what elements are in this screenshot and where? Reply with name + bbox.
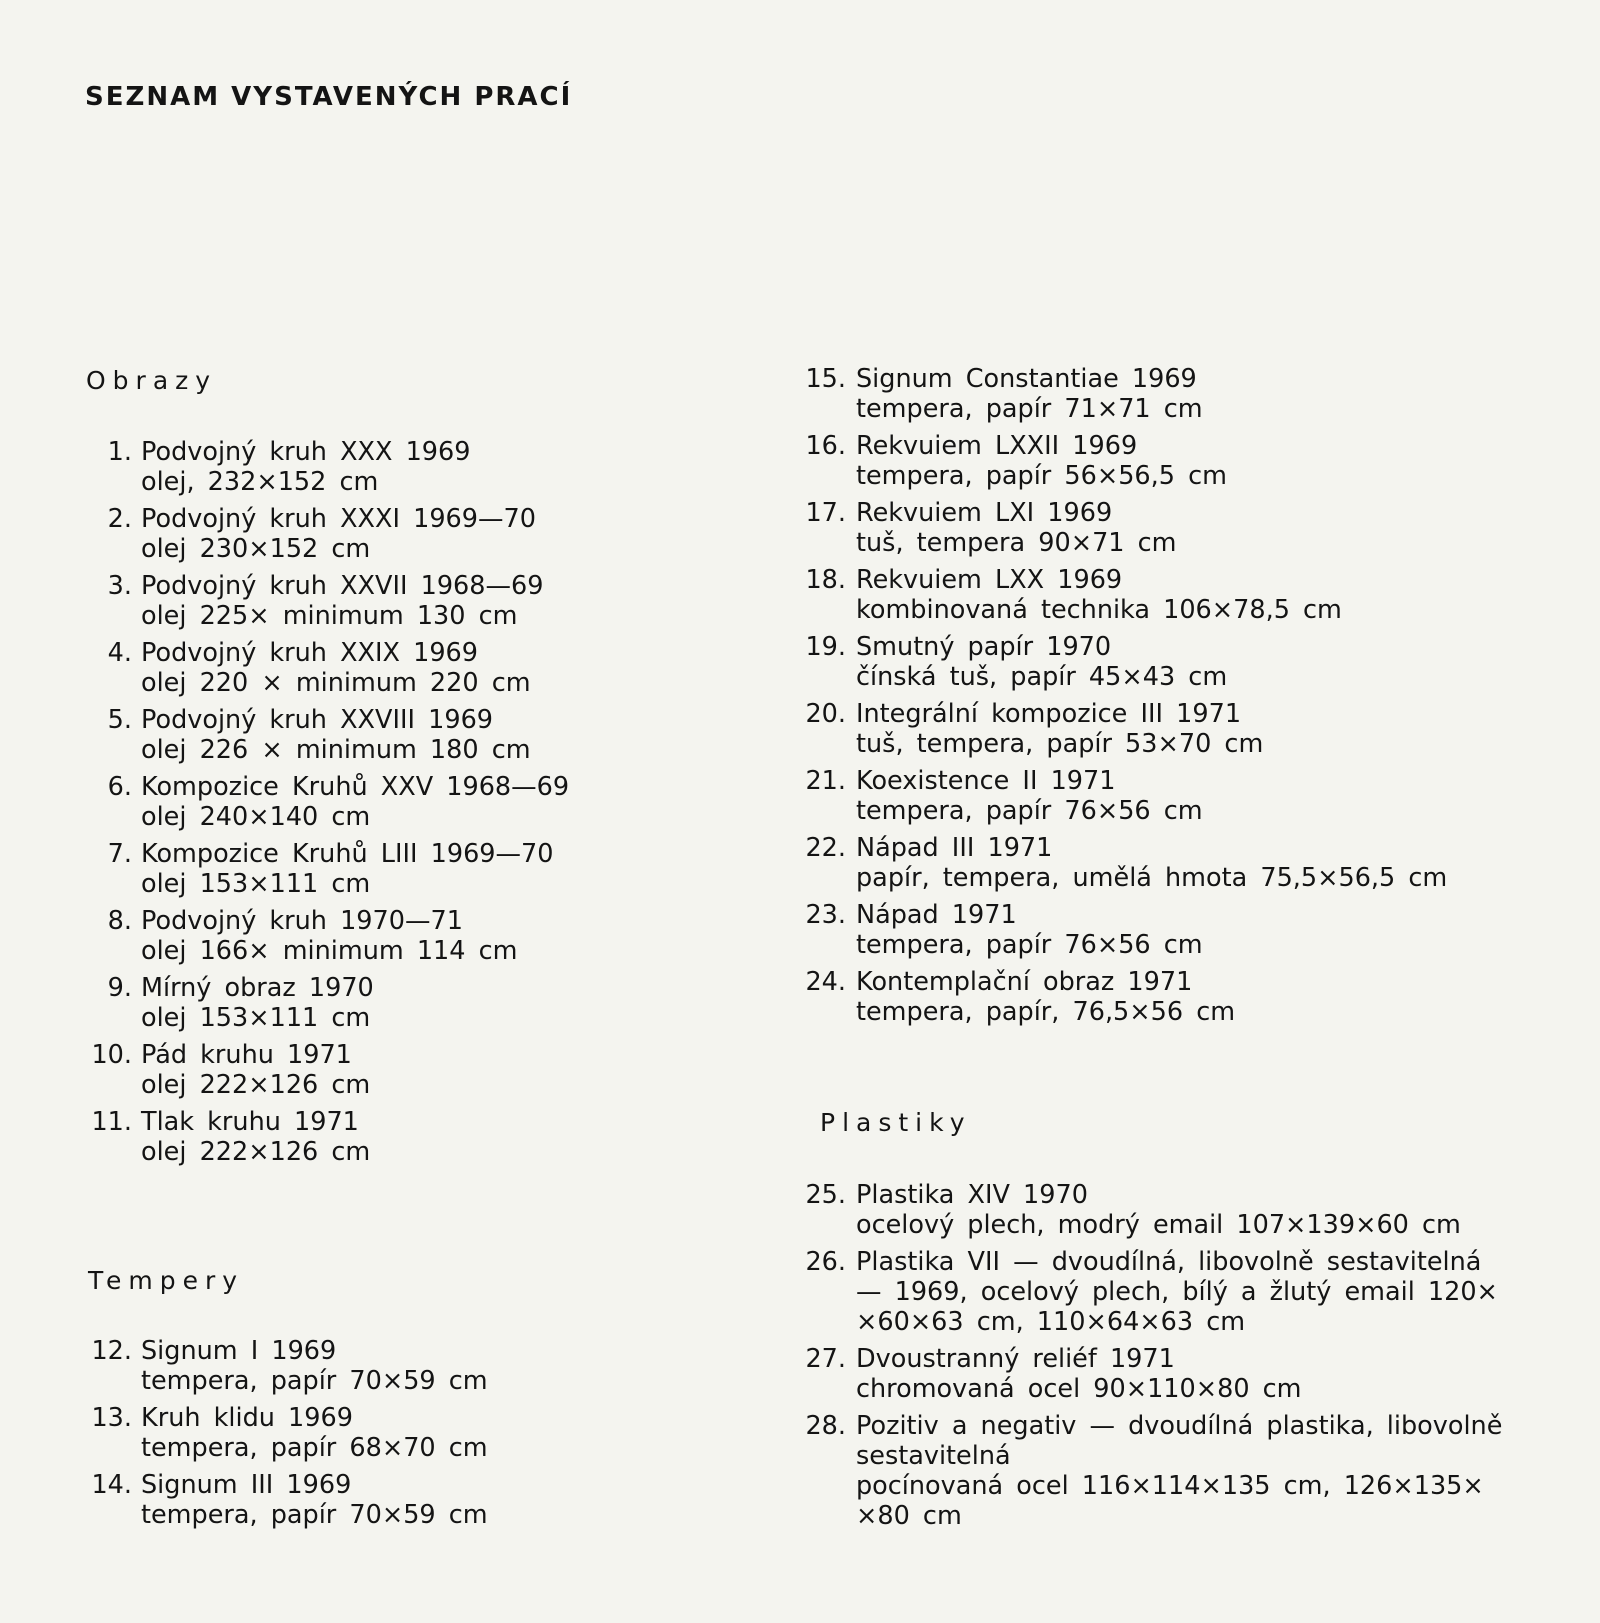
entry-title: Nápad III 1971 — [856, 833, 1053, 863]
entry-details: — 1969, ocelový plech, bílý a žlutý email 120× — [856, 1277, 1498, 1307]
entry-details: olej 166× minimum 114 cm — [141, 936, 518, 966]
entry-details: chromovaná ocel 90×110×80 cm — [856, 1374, 1302, 1404]
entry-details: tempera, papír 70×59 cm — [141, 1366, 488, 1396]
catalog-entry — [86, 504, 706, 564]
entry-number: 16. — [805, 431, 846, 461]
entry-number: 11. — [91, 1107, 132, 1137]
entry-details: tempera, papír 70×59 cm — [141, 1500, 488, 1530]
entry-number: 14. — [91, 1470, 132, 1500]
catalog-entry — [86, 437, 706, 497]
works-list-plastiky — [800, 1180, 1520, 1538]
entry-title: Mírný obraz 1970 — [141, 973, 374, 1003]
entry-details: tempera, papír 76×56 cm — [856, 796, 1203, 826]
entry-details: čínská tuš, papír 45×43 cm — [856, 662, 1228, 692]
entry-title: Signum III 1969 — [141, 1470, 352, 1500]
entry-title: Rekvuiem LXXII 1969 — [856, 431, 1138, 461]
catalog-entry — [800, 833, 1520, 893]
works-list-tempery — [86, 1336, 706, 1537]
entry-title: Kompozice Kruhů LIII 1969—70 — [141, 839, 554, 869]
catalog-entry — [86, 705, 706, 765]
entry-title: Rekvuiem LXI 1969 — [856, 498, 1113, 528]
entry-details: tuš, tempera, papír 53×70 cm — [856, 729, 1264, 759]
entry-number: 24. — [805, 967, 846, 997]
entry-details: tempera, papír 71×71 cm — [856, 394, 1203, 424]
entry-details: ocelový plech, modrý email 107×139×60 cm — [856, 1210, 1461, 1240]
entry-title: Podvojný kruh XXVII 1968—69 — [141, 571, 544, 601]
entry-number: 6. — [107, 772, 132, 802]
section-heading-tempery: Tempery — [88, 1266, 245, 1295]
entry-details: ×80 cm — [856, 1501, 962, 1531]
entry-number: 1. — [107, 437, 132, 467]
works-list-obrazy — [86, 437, 706, 1174]
entry-details: sestavitelná — [856, 1441, 1011, 1471]
entry-number: 18. — [805, 565, 846, 595]
entry-title: Signum I 1969 — [141, 1336, 337, 1366]
entry-title: Kompozice Kruhů XXV 1968—69 — [141, 772, 570, 802]
section-heading-plastiky: Plastiky — [820, 1108, 972, 1137]
catalog-entry — [86, 1403, 706, 1463]
entry-details: olej 153×111 cm — [141, 869, 371, 899]
catalog-entry — [800, 498, 1520, 558]
entry-number: 25. — [805, 1180, 846, 1210]
entry-number: 22. — [805, 833, 846, 863]
catalog-entry — [800, 1247, 1520, 1337]
catalog-entry — [800, 364, 1520, 424]
entry-title: Plastika VII — dvoudílná, libovolně sestavitelná — [856, 1247, 1482, 1277]
entry-number: 21. — [805, 766, 846, 796]
catalog-entry — [800, 766, 1520, 826]
entry-title: Pozitiv a negativ — dvoudílná plastika, libovolně — [856, 1411, 1503, 1441]
catalog-entry — [86, 906, 706, 966]
entry-details: olej 222×126 cm — [141, 1070, 371, 1100]
entry-details: tempera, papír 68×70 cm — [141, 1433, 488, 1463]
entry-details: olej 225× minimum 130 cm — [141, 601, 518, 631]
entry-details: olej 230×152 cm — [141, 534, 371, 564]
catalog-entry — [800, 967, 1520, 1027]
entry-title: Koexistence II 1971 — [856, 766, 1116, 796]
entry-details: tempera, papír 56×56,5 cm — [856, 461, 1227, 491]
catalog-entry — [800, 1344, 1520, 1404]
entry-details: kombinovaná technika 106×78,5 cm — [856, 595, 1342, 625]
entry-title: Tlak kruhu 1971 — [141, 1107, 359, 1137]
entry-title: Dvoustranný reliéf 1971 — [856, 1344, 1175, 1374]
entry-title: Kruh klidu 1969 — [141, 1403, 353, 1433]
catalog-entry — [86, 571, 706, 631]
entry-number: 15. — [805, 364, 846, 394]
catalog-entry — [86, 772, 706, 832]
entry-title: Integrální kompozice III 1971 — [856, 699, 1242, 729]
entry-title: Smutný papír 1970 — [856, 632, 1112, 662]
entry-title: Podvojný kruh XXVIII 1969 — [141, 705, 494, 735]
works-list-tempery-continued — [800, 364, 1520, 1034]
catalog-entry — [86, 1040, 706, 1100]
entry-title: Rekvuiem LXX 1969 — [856, 565, 1123, 595]
section-heading-obrazy: Obrazy — [86, 366, 218, 395]
entry-details: olej 220 × minimum 220 cm — [141, 668, 531, 698]
page-title: SEZNAM VYSTAVENÝCH PRACÍ — [85, 82, 573, 112]
entry-details: ×60×63 cm, 110×64×63 cm — [856, 1307, 1246, 1337]
entry-title: Kontemplační obraz 1971 — [856, 967, 1193, 997]
entry-number: 9. — [107, 973, 132, 1003]
catalog-entry — [800, 431, 1520, 491]
catalog-entry — [86, 1470, 706, 1530]
entry-number: 17. — [805, 498, 846, 528]
catalog-entry — [800, 1180, 1520, 1240]
entry-number: 19. — [805, 632, 846, 662]
entry-details: olej 153×111 cm — [141, 1003, 371, 1033]
catalog-entry — [86, 839, 706, 899]
entry-title: Podvojný kruh XXX 1969 — [141, 437, 471, 467]
entry-details: tuš, tempera 90×71 cm — [856, 528, 1177, 558]
catalog-entry — [86, 1336, 706, 1396]
catalog-entry — [86, 638, 706, 698]
entry-title: Podvojný kruh XXXI 1969—70 — [141, 504, 536, 534]
entry-details: olej 222×126 cm — [141, 1137, 371, 1167]
catalog-entry — [800, 900, 1520, 960]
entry-number: 2. — [107, 504, 132, 534]
entry-title: Pád kruhu 1971 — [141, 1040, 352, 1070]
entry-number: 26. — [805, 1247, 846, 1277]
entry-number: 7. — [107, 839, 132, 869]
entry-number: 27. — [805, 1344, 846, 1374]
entry-title: Plastika XIV 1970 — [856, 1180, 1088, 1210]
entry-number: 13. — [91, 1403, 132, 1433]
entry-number: 4. — [107, 638, 132, 668]
entry-title: Signum Constantiae 1969 — [856, 364, 1197, 394]
entry-number: 8. — [107, 906, 132, 936]
entry-number: 3. — [107, 571, 132, 601]
entry-title: Nápad 1971 — [856, 900, 1017, 930]
entry-number: 12. — [91, 1336, 132, 1366]
catalog-entry — [800, 1411, 1520, 1531]
entry-details: olej, 232×152 cm — [141, 467, 379, 497]
catalog-entry — [800, 699, 1520, 759]
catalog-entry — [86, 1107, 706, 1167]
entry-details: olej 226 × minimum 180 cm — [141, 735, 531, 765]
entry-details: pocínovaná ocel 116×114×135 cm, 126×135× — [856, 1471, 1484, 1501]
catalog-entry — [800, 565, 1520, 625]
catalog-entry — [86, 973, 706, 1033]
entry-details: papír, tempera, umělá hmota 75,5×56,5 cm — [856, 863, 1448, 893]
entry-title: Podvojný kruh 1970—71 — [141, 906, 463, 936]
entry-number: 5. — [107, 705, 132, 735]
entry-number: 20. — [805, 699, 846, 729]
entry-number: 10. — [91, 1040, 132, 1070]
entry-details: tempera, papír, 76,5×56 cm — [856, 997, 1236, 1027]
entry-title: Podvojný kruh XXIX 1969 — [141, 638, 478, 668]
entry-number: 28. — [805, 1411, 846, 1441]
entry-details: tempera, papír 76×56 cm — [856, 930, 1203, 960]
catalog-entry — [800, 632, 1520, 692]
entry-details: olej 240×140 cm — [141, 802, 371, 832]
entry-number: 23. — [805, 900, 846, 930]
